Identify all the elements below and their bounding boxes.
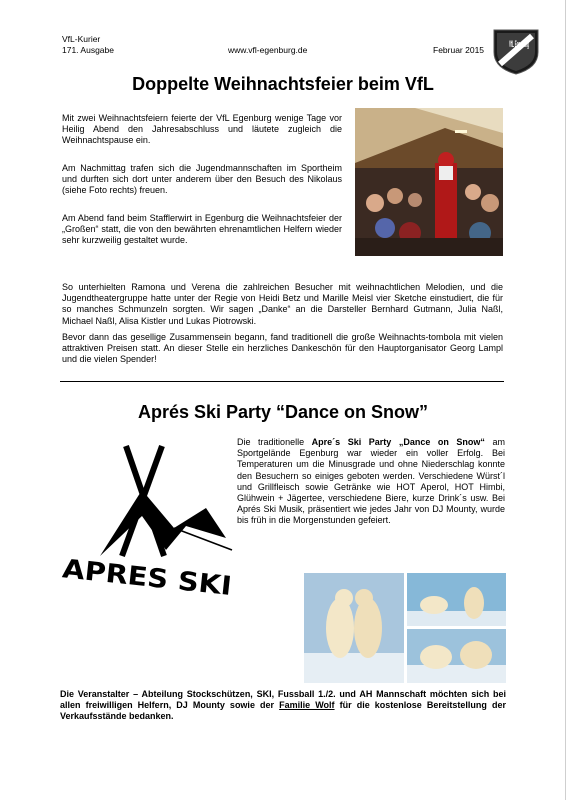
thanks-text-end: für die kostenlose Bereitstellung der Verkaufsstände bedanken. [60,700,506,722]
thanks-text: Die Veranstalter – Abteilung Stockschützen, SKI, Fussball 1./2. und AH Mannschaft möchten sich bei allen freiwilligen Helfern, DJ Mounty sowie der [60,689,506,711]
christmas-party-photo [355,108,503,256]
apres-ski-logo [56,438,236,608]
article1-paragraph: Am Nachmittag trafen sich die Jugendmannschaften im Sportheim und durften sich dort unter anderem über den Besuch des Nikolaus (siehe Foto rechts) freuen. [62,163,342,196]
issue-date: Februar 2015 [433,45,485,55]
event-name: Apre´s Ski Party „Dance on Snow“ [311,437,485,447]
article1-paragraph: Bevor dann das gesellige Zusammensein begann, fand traditionell die große Weihnachts-tombola mit vielen attraktiven Preisen statt. An dieser Stelle ein herzliches Dankeschön für den Hauptorganisator Georg Lampl und die vielen Spender! [62,332,503,365]
issue-number: 171. Ausgabe [62,45,114,55]
publication-name: VfL-Kurier [62,34,101,44]
website-link[interactable]: www.vfl-egenburg.de [228,45,308,55]
article2-paragraph [237,437,505,527]
apres-ski-logo-text: APRES SKI [60,554,217,601]
article-title-christmas: Doppelte Weihnachtsfeier beim VfL [132,74,434,94]
section-divider [60,381,504,382]
article2-intro: Die traditionelle [237,437,312,447]
article1-paragraph: So unterhielten Ramona und Verena die zahlreichen Besucher mit weihnachtlichen Melodien, und die Jugendtheatergruppe hatte unter der Regie von Heidi Betz und Marille Meisl vier Sketche einstudiert, die für so manches Schmunzeln sorgten. Wir sagen „Danke“ an die Darsteller Bernhard Gutmann, Julia Naßl, Michael Naßl, Alisa Kistler und Lukas Piotrowski. [62,282,503,326]
article-title-apres-ski: Aprés Ski Party “Dance on Snow” [137,402,429,422]
family-wolf-link[interactable]: Familie Wolf [279,700,335,711]
polar-bears-photo [304,573,506,683]
thanks-paragraph [60,689,506,723]
club-logo [492,26,540,76]
article2-body: am Sportgelände Egenburg war wieder ein voller Erfolg. Bei Temperaturen um die Minusgrade und ohne Niederschlag konnte den Besuchern so einiges geboten werden. Verschiedene Würst´l und Grillfleisch sowie Getränke wie HOT Aperol, HOT Himbi, Glühwein + Jägertee, verschiedene Biere, kurze Drink´s usw. Bei Aprés Ski Musik, präsentiert wie jedes Jahr von DJ Mounty, wurde bis früh in die Morgenstunden gefeiert. [237,437,505,526]
logo-text: VfL Egenburg [509,39,529,49]
header-publication [62,34,114,56]
article1-paragraph: Am Abend fand beim Stafflerwirt in Egenburg die Weihnachtsfeier der „Großen“ statt, die von den bewährten ehrenamtlichen Helfern wieder sehr kurzweilig gestaltet wurde. [62,213,342,246]
article1-paragraph: Mit zwei Weihnachtsfeiern feierte der VfL Egenburg wenige Tage vor Heilig Abend den Jahresabschluss und läutete zugleich die Weihnachtspause ein. [62,113,342,146]
